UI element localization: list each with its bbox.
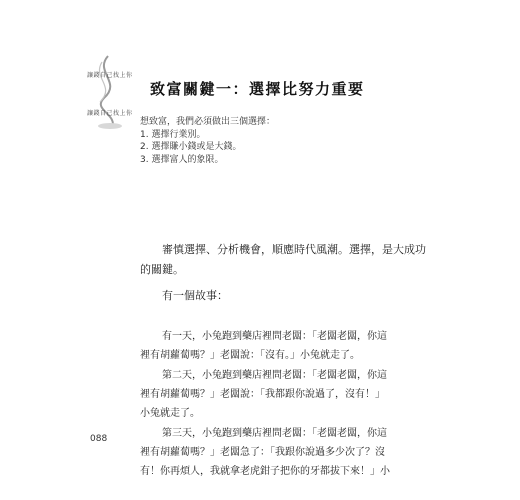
main-paragraph-line: 的關鍵。 — [140, 263, 184, 276]
story-line: 裡有胡蘿蔔嗎？」老闆說：「我都跟你說過了，沒有！」 — [140, 389, 385, 400]
story-line: 小兔就走了。 — [140, 408, 200, 419]
story-line: 裡有胡蘿蔔嗎？」老闆急了：「我跟你說過多少次了？沒 — [140, 447, 385, 458]
intro-item: 2. 選擇賺小錢或是大錢。 — [140, 142, 242, 152]
emblem-label-top: 讓錢自己找上你 — [87, 72, 133, 79]
story-line: 有一天，小兔跑到藥店裡問老闆：「老闆老闆，你這 — [162, 331, 387, 342]
story-intro-line: 有一個故事： — [162, 289, 228, 302]
story-paragraph-day2 — [140, 366, 400, 423]
intro-lead: 想致富，我們必須做出三個選擇： — [140, 117, 276, 127]
story-line: 有！你再煩人，我就拿老虎鉗子把你的牙都拔下來！」小 — [140, 466, 390, 477]
story-intro — [140, 286, 400, 306]
story-paragraph-day3 — [140, 424, 400, 481]
page-number: 088 — [90, 434, 108, 444]
story-line: 第三天，小兔跑到藥店裡問老闆：「老闆老闆，你這 — [162, 428, 387, 439]
emblem-label-bottom: 讓錢自己找上你 — [87, 110, 133, 117]
story-line: 裡有胡蘿蔔嗎？」老闆說：「沒有。」小兔就走了。 — [140, 350, 360, 361]
intro-item: 1. 選擇行業別。 — [140, 129, 206, 140]
intro-block — [140, 116, 275, 166]
story-paragraph-day1 — [140, 327, 400, 365]
story-line: 第二天，小兔跑到藥店裡問老闆：「老闆老闆，你這 — [162, 370, 387, 381]
chapter-emblem-label — [87, 72, 157, 118]
chapter-title: 致富關鍵一：選擇比努力重要 — [150, 80, 365, 98]
main-paragraph-line: 審慎選擇、分析機會，順應時代風潮。選擇，是大成功 — [162, 243, 426, 256]
main-paragraph — [140, 240, 426, 280]
intro-item: 3. 選擇富人的象限。 — [140, 154, 224, 165]
